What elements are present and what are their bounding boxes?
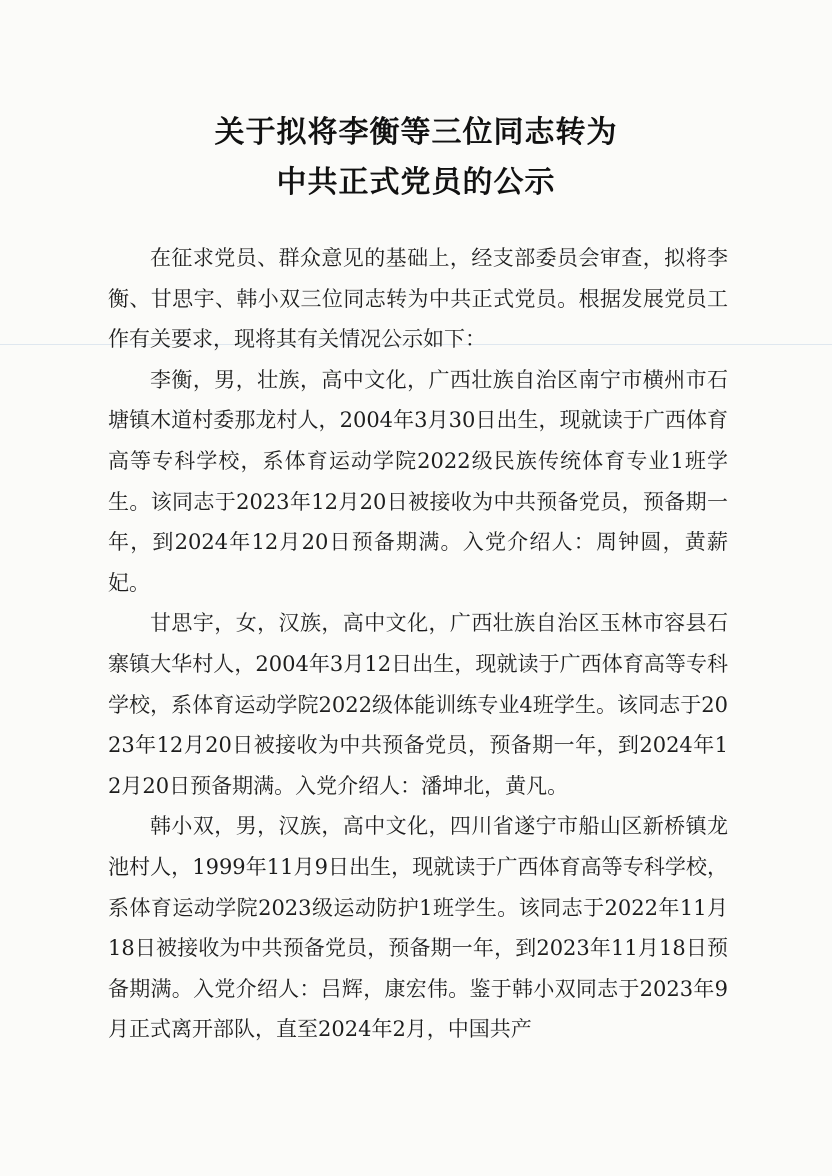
document-title: [0, 108, 832, 208]
document-body: [108, 238, 728, 1050]
title-line-1: 关于拟将李衡等三位同志转为: [214, 115, 618, 150]
candidate-paragraph-gan-siyu: 甘思宇，女，汉族，高中文化，广西壮族自治区玉林市容县石寨镇大华村人，2004年3月12日出生，现就读于广西体育高等专科学校，系体育运动学院2022级体能训练专业4班学生。该同志于2023年12月20日被接收为中共预备党员，预备期一年，到2024年12月20日预备期满。入党介绍人：潘坤北，黄凡。: [108, 611, 728, 798]
candidate-paragraph-li-heng: 李衡，男，壮族，高中文化，广西壮族自治区南宁市横州市石塘镇木道村委那龙村人，2004年3月30日出生，现就读于广西体育高等专科学校，系体育运动学院2022级民族传统体育专业1班学生。该同志于2023年12月20日被接收为中共预备党员，预备期一年，到2024年12月20日预备期满。入党介绍人：周钟圆，黄薪妃。: [108, 367, 728, 595]
intro-paragraph: 在征求党员、群众意见的基础上，经支部委员会审查，拟将李衡、甘思宇、韩小双三位同志转为中共正式党员。根据发展党员工作有关要求，现将其有关情况公示如下：: [108, 246, 728, 352]
candidate-paragraph-han-xiaoshuang: 韩小双，男，汉族，高中文化，四川省遂宁市船山区新桥镇龙池村人，1999年11月9日出生，现就读于广西体育高等专科学校，系体育运动学院2023级运动防护1班学生。该同志于2022年11月18日被接收为中共预备党员，预备期一年，到2023年11月18日预备期满。入党介绍人：吕辉，康宏伟。鉴于韩小双同志于2023年9月正式离开部队，直至2024年2月，中国共产: [108, 814, 728, 1042]
title-line-2: 中共正式党员的公示: [276, 165, 556, 200]
